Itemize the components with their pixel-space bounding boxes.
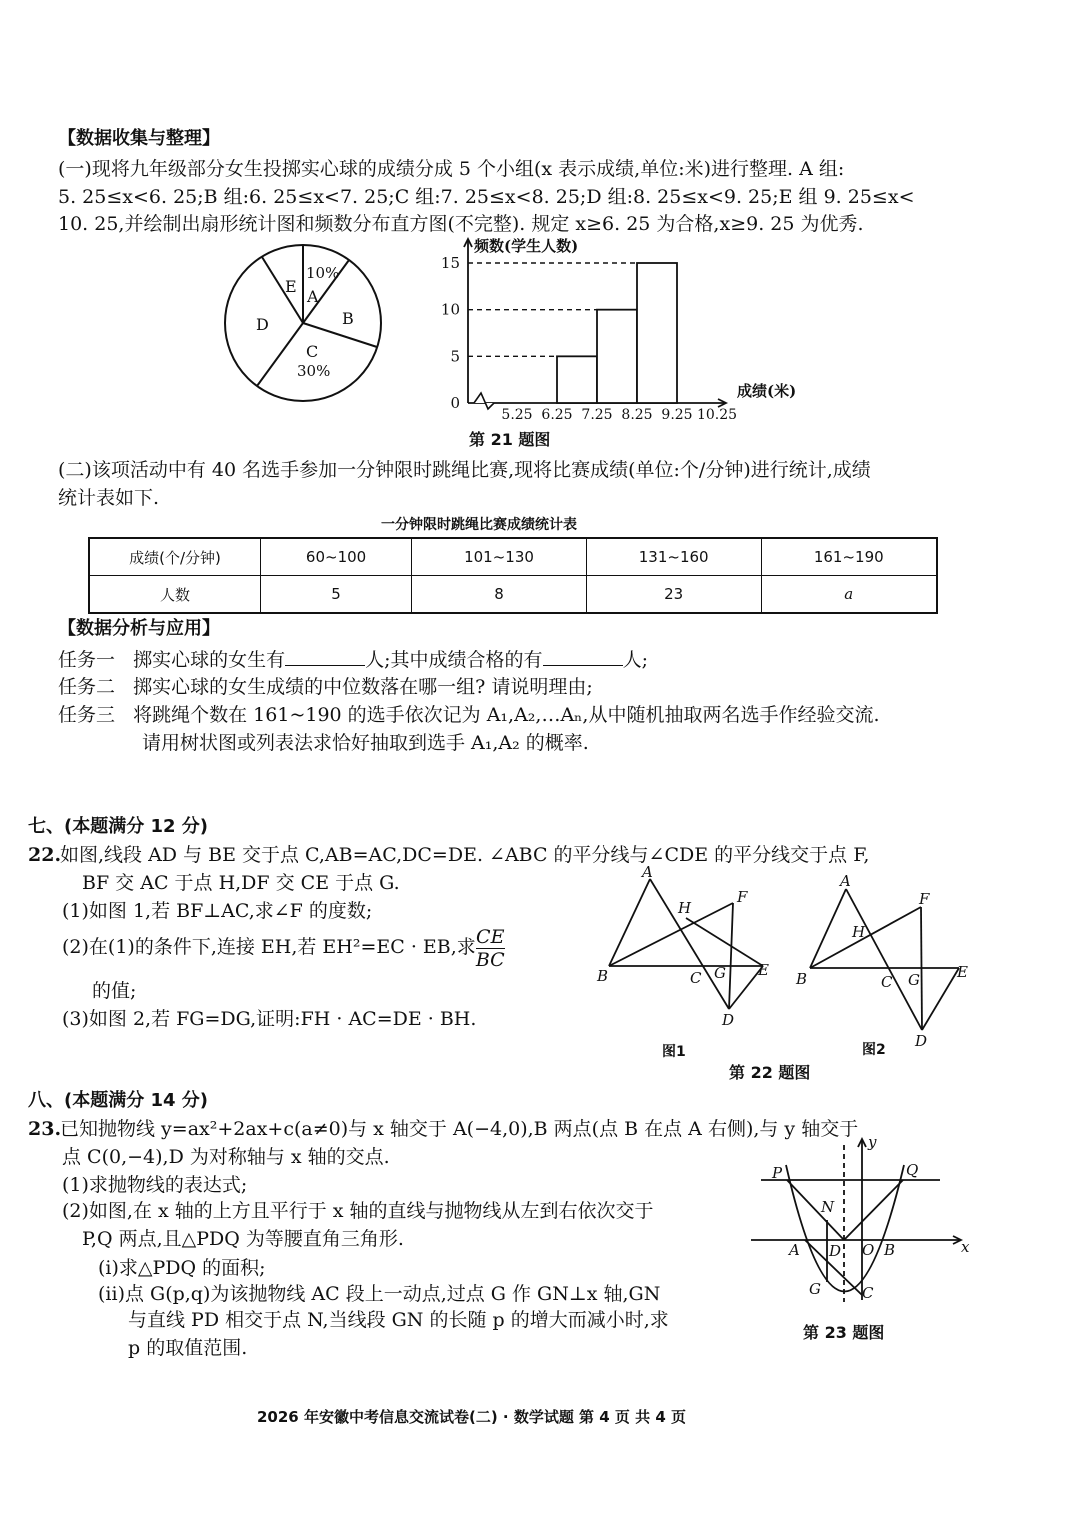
fig1-point-d: D — [722, 1011, 735, 1029]
fig1-point-f: F — [737, 888, 748, 906]
q22-line2: BF 交 AC 于点 H,DF 交 CE 于点 G. — [82, 872, 400, 894]
task3-text-line1: 将跳绳个数在 161~190 的选手依次记为 A₁,A₂,…Aₙ,从中随机抽取两名选手作经验交流. — [133, 704, 880, 726]
pie-label-d: D — [256, 315, 269, 334]
hist-x-tick-label: 8.25 — [621, 407, 653, 423]
part2-line2: 统计表如下. — [58, 487, 160, 509]
fig2-point-e: E — [957, 963, 968, 981]
hist-x-tick-label: 7.25 — [581, 407, 613, 423]
part1-line1: (一)现将九年级部分女生投掷实心球的成绩分成 5 个小组(x 表示成绩,单位:米)进行整理. A 组: — [58, 158, 845, 180]
fig2-point-h: H — [852, 923, 866, 941]
section-heading-data-collection: 【数据收集与整理】 — [58, 128, 220, 149]
q23-point-b: B — [884, 1241, 896, 1259]
parabola-curve — [786, 1165, 904, 1292]
hist-xlabel: 成绩(米) — [737, 382, 797, 400]
hist-x-tick-label: 9.25 — [661, 407, 693, 423]
pie-label-c-pct: 30% — [297, 362, 331, 380]
q23-line1: 已知抛物线 y=ax²+2ax+c(a≠0)与 x 轴交于 A(−4,0),B 两点(点 B 在点 A 右侧),与 y 轴交于 — [60, 1118, 859, 1140]
q23-section-heading: 八、(本题满分 14 分) — [28, 1090, 209, 1111]
hist-x-tick-label: 5.25 — [501, 407, 533, 423]
pie-label-a: A — [307, 287, 319, 306]
fig1-point-c: C — [690, 969, 702, 987]
fig1-point-e: E — [758, 961, 769, 979]
q23-point-d: D — [829, 1242, 842, 1260]
q22-part3: (3)如图 2,若 FG=DG,证明:FH · AC=DE · BH. — [62, 1008, 477, 1030]
table-cell: 101~130 — [412, 538, 587, 576]
q22-section-heading: 七、(本题满分 12 分) — [28, 816, 209, 837]
q22-caption: 第 22 题图 — [729, 1063, 811, 1082]
q22-fig2-caption: 图2 — [862, 1042, 886, 1058]
segment-pd — [787, 1180, 844, 1240]
hist-x-tick-label: 6.25 — [541, 407, 573, 423]
task1-text-a: 掷实心球的女生有 — [133, 649, 286, 671]
figure21-caption: 第 21 题图 — [469, 430, 551, 449]
table-cell: 成绩(个/分钟) — [89, 538, 261, 576]
task3-line2: 请用树状图或列表法求恰好抽取到选手 A₁,A₂ 的概率. — [142, 732, 589, 754]
q22-fig1-caption: 图1 — [662, 1044, 686, 1060]
q23-sub-ii-line1: (ii)点 G(p,q)为该抛物线 AC 段上一动点,过点 G 作 GN⊥x 轴,GN — [98, 1283, 661, 1305]
q23-point-a: A — [789, 1241, 800, 1259]
fraction-denominator: BC — [475, 948, 505, 971]
section-heading-analysis: 【数据分析与应用】 — [58, 618, 220, 639]
q23-point-p: P — [772, 1164, 783, 1182]
hist-y-tick-label: 10 — [440, 300, 460, 319]
table-cell: 161~190 — [761, 538, 937, 576]
pie-label-a-pct: 10% — [306, 264, 340, 282]
q22-line1: 如图,线段 AD 与 BE 交于点 C,AB=AC,DC=DE. ∠ABC 的平分线与∠CDE 的平分线交于点 F, — [60, 844, 870, 866]
task1-text-b: 人;其中成绩合格的有 — [365, 649, 543, 671]
fig2-point-c: C — [881, 973, 893, 991]
fig1-point-h: H — [678, 899, 692, 917]
hist-y-tick-label: 0 — [450, 394, 460, 412]
part1-line2: 5. 25≤x<6. 25;B 组:6. 25≤x<7. 25;C 组:7. 25≤x<8. 25;D 组:8. 25≤x<9. 25;E 组 9. 25≤x< — [58, 186, 915, 208]
q23-point-n: N — [821, 1198, 835, 1216]
fraction-numerator: CE — [476, 925, 505, 948]
q22-part2-text: (2)在(1)的条件下,连接 EH,若 EH²=EC · EB,求 — [62, 936, 476, 958]
q23-point-o: O — [862, 1241, 875, 1259]
q23-point-c: C — [862, 1284, 874, 1302]
table-cell: 131~160 — [586, 538, 761, 576]
part2-line1: (二)该项活动中有 40 名选手参加一分钟限时跳绳比赛,现将比赛成绩(单位:个/分钟)进行统计,成绩 — [58, 459, 871, 481]
table-cell: 23 — [586, 576, 761, 614]
hist-y-tick-label: 5 — [450, 347, 460, 366]
table-cell: 8 — [412, 576, 587, 614]
q23-point-g: G — [809, 1280, 821, 1298]
q23-part2: (2)如图,在 x 轴的上方且平行于 x 轴的直线与抛物线从左到右依次交于 — [62, 1200, 654, 1222]
q23-caption: 第 23 题图 — [803, 1323, 885, 1342]
task2-label: 任务二 — [58, 676, 116, 698]
fig2-point-a: A — [840, 872, 851, 890]
table-cell: 60~100 — [261, 538, 412, 576]
q23-axis-x: x — [961, 1238, 970, 1256]
q23-sub-ii-line3: p 的取值范围. — [128, 1337, 248, 1359]
hist-y-tick-label: 15 — [440, 254, 460, 272]
fig1-point-a: A — [642, 863, 653, 881]
hist-x-tick-label: 10.25 — [696, 407, 738, 423]
task3-label: 任务三 — [58, 704, 116, 726]
table-cell: 人数 — [89, 576, 261, 614]
q22-part1: (1)如图 1,若 BF⊥AC,求∠F 的度数; — [62, 900, 373, 922]
q23-part2-line2: P,Q 两点,且△PDQ 为等腰直角三角形. — [82, 1228, 404, 1250]
fig2-point-f: F — [919, 890, 930, 908]
fig2-point-b: B — [796, 970, 808, 988]
table-cell: a — [761, 576, 937, 614]
pie-label-c: C — [306, 342, 319, 361]
task2-text: 掷实心球的女生成绩的中位数落在哪一组? 请说明理由; — [133, 676, 593, 698]
q23-part1: (1)求抛物线的表达式; — [62, 1174, 248, 1196]
fig2-point-d: D — [915, 1032, 928, 1050]
q23-sub-i: (i)求△PDQ 的面积; — [98, 1257, 266, 1279]
q23-number: 23. — [28, 1118, 62, 1140]
pie-label-e: E — [285, 277, 297, 296]
task1-text-c: 人; — [622, 649, 648, 671]
table-cell: 5 — [261, 576, 412, 614]
q23-axis-y: y — [868, 1133, 877, 1151]
pie-label-b: B — [342, 309, 354, 328]
fig1-point-b: B — [597, 967, 609, 985]
q23-sub-ii-line2: 与直线 PD 相交于点 N,当线段 GN 的长随 p 的增大而减小时,求 — [128, 1309, 669, 1331]
page-footer: 2026 年安徽中考信息交流试卷(二) · 数学试题 第 4 页 共 4 页 — [257, 1408, 687, 1426]
task1-label: 任务一 — [58, 649, 116, 671]
q23-line2: 点 C(0,−4),D 为对称轴与 x 轴的交点. — [62, 1146, 390, 1168]
q22-part2-tail: 的值; — [92, 980, 137, 1002]
fig1-point-g: G — [714, 964, 726, 982]
fig2-point-g: G — [908, 971, 920, 989]
q22-number: 22. — [28, 844, 62, 866]
q23-point-q: Q — [906, 1161, 919, 1179]
hist-ylabel: 频数(学生人数) — [474, 237, 579, 255]
segment-dq — [844, 1180, 903, 1240]
table-title: 一分钟限时跳绳比赛成绩统计表 — [381, 517, 577, 533]
part1-line3: 10. 25,并绘制出扇形统计图和频数分布直方图(不完整). 规定 x≥6. 25 为合格,x≥9. 25 为优秀. — [58, 213, 864, 235]
